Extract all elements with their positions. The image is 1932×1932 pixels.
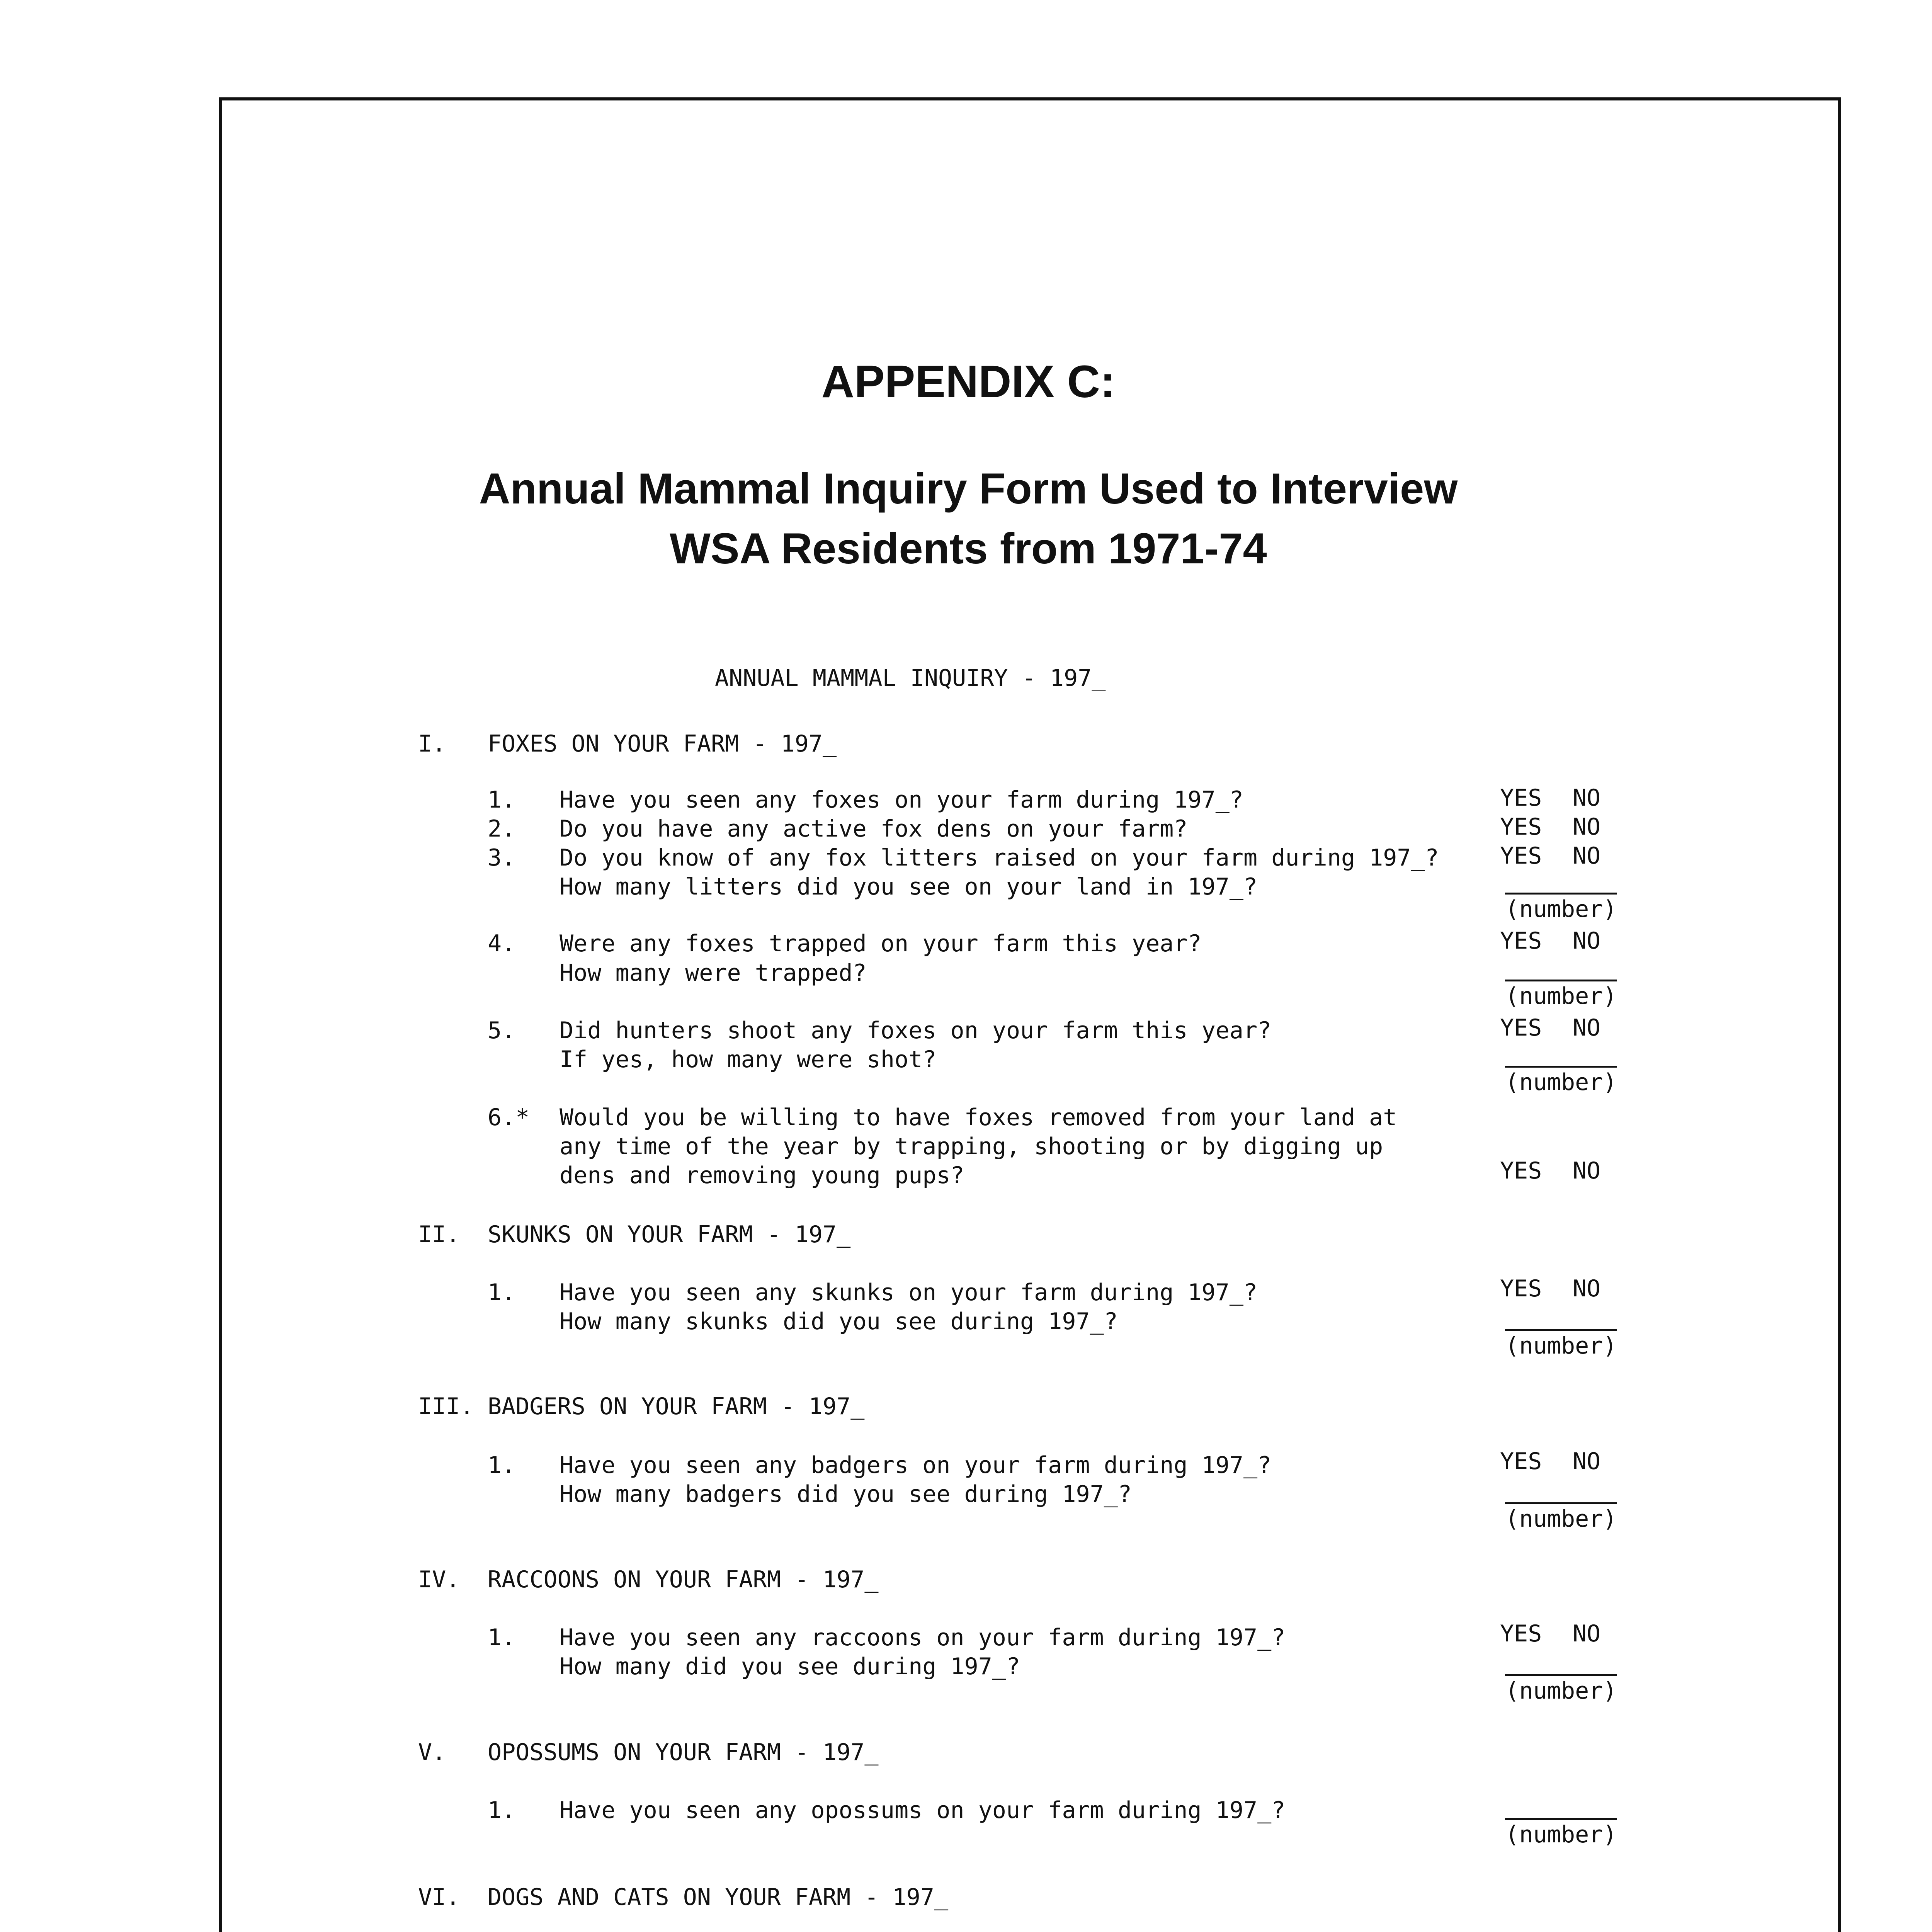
question-text: Have you seen any badgers on your farm during 197_? <box>560 1452 1272 1479</box>
question-text: How many badgers did you see during 197_? <box>560 1481 1132 1508</box>
appendix-title: APPENDIX C: <box>821 356 1116 407</box>
question-number: 3. <box>488 844 516 871</box>
question-text: How many skunks did you see during 197_? <box>560 1308 1118 1335</box>
number-blank[interactable]: (number) <box>1505 1502 1617 1531</box>
question-number: 5. <box>488 1017 516 1044</box>
no-option[interactable]: NO <box>1573 1275 1601 1302</box>
question-text: How many litters did you see on your land in 197_? <box>560 873 1258 900</box>
question-text: dens and removing young pups? <box>560 1162 964 1189</box>
no-option[interactable]: NO <box>1573 927 1601 954</box>
section-title: DOGS AND CATS ON YOUR FARM - 197_ <box>488 1884 949 1911</box>
no-option[interactable]: NO <box>1573 842 1601 869</box>
yes-option[interactable]: YES <box>1500 1157 1542 1184</box>
yes-option[interactable]: YES <box>1500 784 1542 811</box>
question-number: 1. <box>488 786 516 813</box>
section-numeral: VI. <box>418 1884 460 1911</box>
number-blank[interactable]: (number) <box>1505 893 1617 921</box>
no-option[interactable]: NO <box>1573 1620 1601 1647</box>
no-option[interactable]: NO <box>1573 1014 1601 1041</box>
no-option[interactable]: NO <box>1573 1448 1601 1475</box>
subtitle-line-2: WSA Residents from 1971-74 <box>670 524 1267 573</box>
subtitle-line-1: Annual Mammal Inquiry Form Used to Interview <box>479 464 1458 513</box>
yes-option[interactable]: YES <box>1500 1620 1542 1647</box>
yes-option[interactable]: YES <box>1500 1448 1542 1475</box>
section-title: SKUNKS ON YOUR FARM - 197_ <box>488 1221 851 1248</box>
question-text: Did hunters shoot any foxes on your farm this year? <box>560 1017 1272 1044</box>
yes-option[interactable]: YES <box>1500 927 1542 954</box>
number-blank[interactable]: (number) <box>1505 980 1617 1008</box>
no-option[interactable]: NO <box>1573 813 1601 840</box>
question-text: How many were trapped? <box>560 959 867 986</box>
number-blank[interactable]: (number) <box>1505 1818 1617 1846</box>
section-numeral: III. <box>418 1393 474 1420</box>
question-number: 2. <box>488 815 516 842</box>
number-blank[interactable]: (number) <box>1505 1674 1617 1702</box>
question-text: Have you seen any foxes on your farm during 197_? <box>560 786 1244 813</box>
question-number: 1. <box>488 1797 516 1824</box>
question-text: Would you be willing to have foxes removed from your land at <box>560 1104 1397 1131</box>
question-number: 1. <box>488 1279 516 1306</box>
yes-option[interactable]: YES <box>1500 842 1542 869</box>
yes-option[interactable]: YES <box>1500 813 1542 840</box>
question-text: any time of the year by trapping, shooting or by digging up <box>560 1133 1383 1160</box>
section-title: OPOSSUMS ON YOUR FARM - 197_ <box>488 1739 879 1766</box>
yes-option[interactable]: YES <box>1500 1014 1542 1041</box>
question-text: How many did you see during 197_? <box>560 1653 1020 1680</box>
section-title: BADGERS ON YOUR FARM - 197_ <box>488 1393 865 1420</box>
question-text: Were any foxes trapped on your farm this year? <box>560 930 1202 957</box>
no-option[interactable]: NO <box>1573 784 1601 811</box>
question-text: If yes, how many were shot? <box>560 1046 937 1073</box>
question-number: 6.* <box>488 1104 530 1131</box>
section-title: FOXES ON YOUR FARM - 197_ <box>488 730 837 757</box>
question-text: Have you seen any raccoons on your farm during 197_? <box>560 1624 1286 1651</box>
yes-option[interactable]: YES <box>1500 1275 1542 1302</box>
no-option[interactable]: NO <box>1573 1157 1601 1184</box>
number-blank[interactable]: (number) <box>1505 1329 1617 1357</box>
question-number: 1. <box>488 1452 516 1479</box>
question-text: Do you have any active fox dens on your farm? <box>560 815 1188 842</box>
section-numeral: I. <box>418 730 446 757</box>
question-text: Have you seen any skunks on your farm during 197_? <box>560 1279 1258 1306</box>
section-numeral: II. <box>418 1221 460 1248</box>
section-title: RACCOONS ON YOUR FARM - 197_ <box>488 1566 879 1593</box>
question-number: 4. <box>488 930 516 957</box>
question-number: 1. <box>488 1624 516 1651</box>
section-numeral: IV. <box>418 1566 460 1593</box>
question-text: Do you know of any fox litters raised on your farm during 197_? <box>560 844 1439 871</box>
question-text: Have you seen any opossums on your farm during 197_? <box>560 1797 1286 1824</box>
form-title: ANNUAL MAMMAL INQUIRY - 197_ <box>715 665 1106 692</box>
section-numeral: V. <box>418 1739 446 1766</box>
number-blank[interactable]: (number) <box>1505 1066 1617 1094</box>
